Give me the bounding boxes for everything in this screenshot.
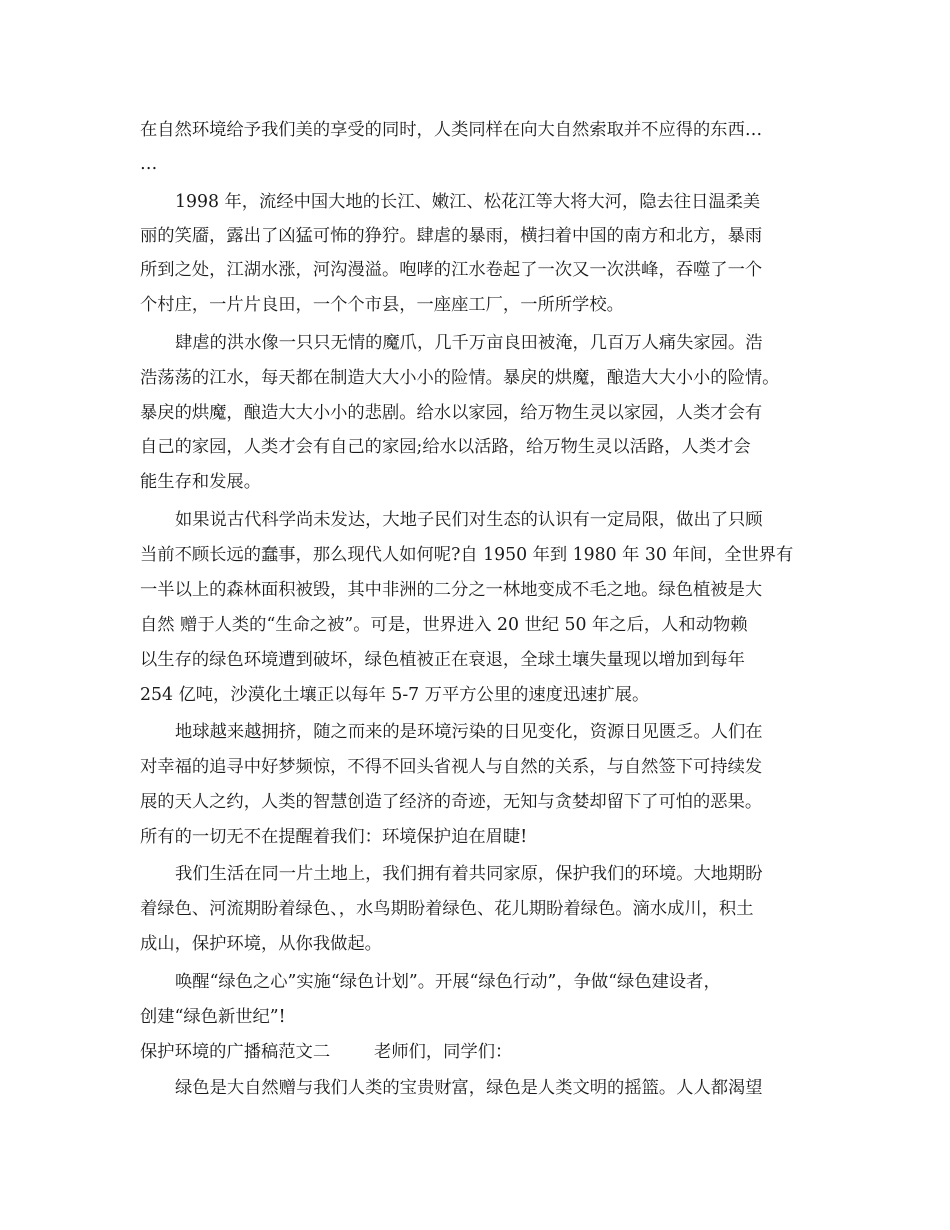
- text-line: 成山，保护环境，从你我做起。: [140, 934, 382, 954]
- text-line: 对幸福的追寻中好梦频惊，不得不回头省视人与自然的关系，与自然签下可持续发: [140, 757, 763, 777]
- text-line: …: [140, 154, 158, 174]
- text-line: 着绿色、河流期盼着绿色、，水鸟期盼着绿色、花儿期盼着绿色。滴水成川，积土: [140, 899, 754, 919]
- text-line: 浩荡荡的江水，每天都在制造大大小小的险情。暴戾的烘魔，酿造大大小小的险情。: [140, 368, 780, 388]
- text-line: 以生存的绿色环境遭到破坏，绿色植被正在衰退，全球土壤失量现以增加到每年: [140, 650, 745, 670]
- text-line: 254 亿吨，沙漠化土壤正以每年 5-7 万平方公里的速度迅速扩展。: [140, 685, 650, 705]
- text-line: 自己的家园，人类才会有自己的家园;给水以活路，给万物生灵以活路，人类才会: [140, 437, 751, 457]
- paragraph-first-line: 肆虐的洪水像一只只无情的魔爪，几千万亩良田被淹，几百万人痛失家园。浩: [175, 333, 763, 353]
- paragraph-first-line: 1998 年，流经中国大地的长江、嫩江、松花江等大将大河，隐去往日温柔美: [175, 192, 761, 212]
- paragraph-first-line: 绿色是大自然赠与我们人类的宝贵财富，绿色是人类文明的摇篮。人人都渴望: [175, 1078, 763, 1098]
- text-line: 一半以上的森林面积被毁，其中非洲的二分之一林地变成不毛之地。绿色植被是大: [140, 580, 763, 600]
- text-line: 当前不顾长远的蠢事，那么现代人如何呢?自 1950 年到 1980 年 30 年间，全世界有: [140, 545, 794, 565]
- text-line: 展的天人之约，人类的智慧创造了经济的奇迹，无知与贪婪却留下了可怕的恶果。: [140, 792, 763, 812]
- section-heading: 保护环境的广播稿范文二 老师们，同学们：: [140, 1042, 513, 1062]
- text-line: 所到之处，江湖水涨，河沟漫溢。咆哮的江水卷起了一次又一次洪峰，吞噬了一个: [140, 260, 763, 280]
- text-line: 创建“绿色新世纪”!: [140, 1007, 286, 1027]
- text-line: 能生存和发展。: [140, 472, 261, 492]
- text-line: 自然 赠于人类的“生命之被”。可是，世界进入 20 世纪 50 年之后，人和动物赖: [140, 615, 748, 635]
- text-line: 在自然环境给予我们美的享受的同时，人类同样在向大自然索取并不应得的东西…: [140, 120, 763, 140]
- paragraph-first-line: 我们生活在同一片土地上，我们拥有着共同家原，保护我们的环境。大地期盼: [175, 864, 763, 884]
- text-line: 个村庄，一片片良田，一个个市县，一座座工厂，一所所学校。: [140, 295, 624, 315]
- paragraph-first-line: 如果说古代科学尚未发达，大地子民们对生态的认识有一定局限，做出了只顾: [175, 510, 763, 530]
- paragraph-first-line: 唤醒“绿色之心”实施“绿色计划”。开展“绿色行动”，争做“绿色建设者，: [175, 972, 721, 992]
- text-line: 暴戾的烘魔，酿造大大小小的悲剧。给水以家园，给万物生灵以家园，人类才会有: [140, 403, 763, 423]
- paragraph-first-line: 地球越来越拥挤，随之而来的是环境污染的日见变化，资源日见匮乏。人们在: [175, 722, 763, 742]
- text-line: 丽的笑靥，露出了凶猛可怖的狰狞。肆虐的暴雨，横扫着中国的南方和北方，暴雨: [140, 226, 763, 246]
- text-line: 所有的一切无不在提醒着我们：环境保护迫在眉睫!: [140, 827, 528, 847]
